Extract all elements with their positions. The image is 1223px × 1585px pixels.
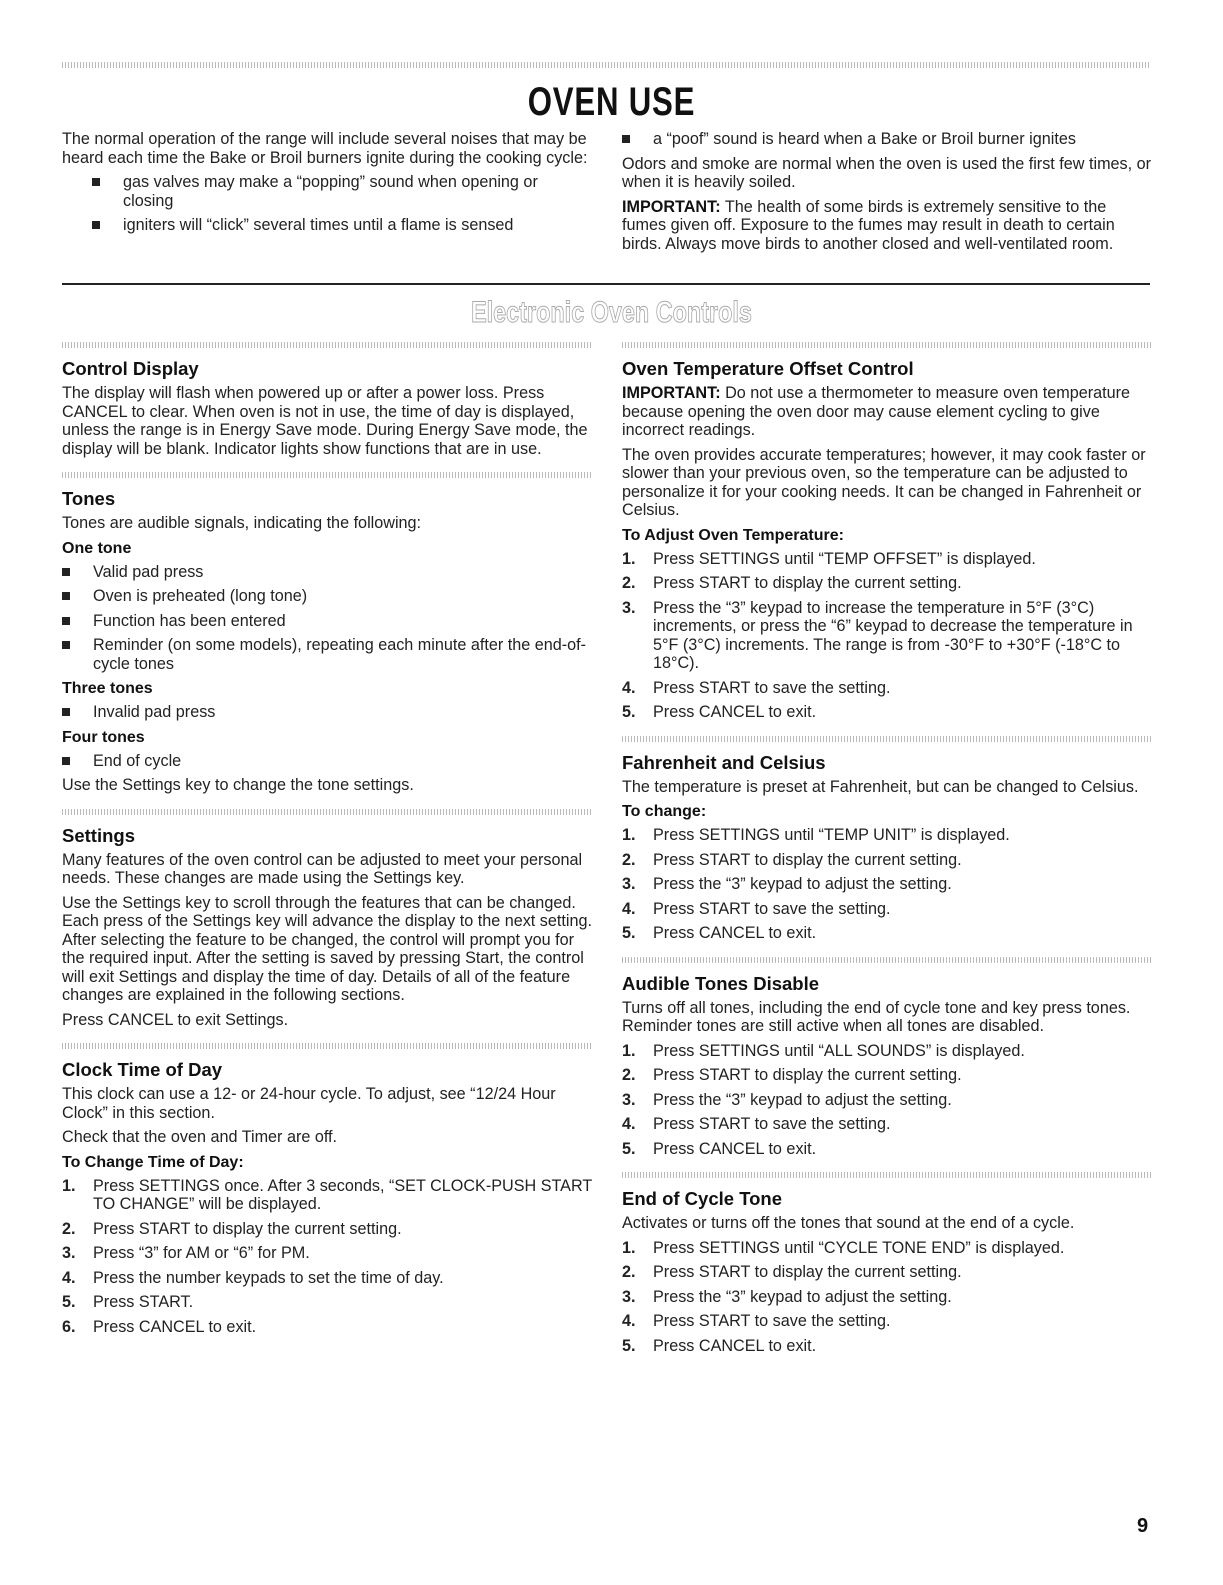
hatch-divider bbox=[62, 809, 592, 815]
noise-item: gas valves may make a “popping” sound when opening or closing bbox=[62, 173, 592, 210]
step-item: 2. Press START to display the current setting. bbox=[622, 574, 962, 592]
step-item: 4. Press START to save the setting. bbox=[622, 1312, 891, 1330]
list-item: Invalid pad press bbox=[62, 703, 592, 722]
noise-list-continued bbox=[622, 130, 1152, 149]
clock-subheading: To Change Time of Day: bbox=[62, 1153, 244, 1171]
page-title: OVEN USE bbox=[527, 80, 696, 124]
control-display-text: The display will flash when powered up or after a power loss. Press CANCEL to clear. When oven is not in use, the time of day is displayed, unless the range is in Energy Save mode. During Energy Save mode, the display will be blank. Indicator lights show functions that are in use. bbox=[62, 384, 588, 458]
step-item: 4. Press START to save the setting. bbox=[622, 678, 891, 697]
settings-p1: Many features of the oven control can be adjusted to meet your personal needs. These changes are made using the Settings key. bbox=[62, 850, 583, 887]
step-item: 3. Press “3” for AM or “6” for PM. bbox=[62, 1244, 310, 1262]
step-item: 4. Press the number keypads to set the time of day. bbox=[62, 1268, 444, 1287]
hatch-divider bbox=[62, 1043, 592, 1049]
audible-heading: Audible Tones Disable bbox=[622, 972, 820, 994]
step-item: 1. Press SETTINGS until “ALL SOUNDS” is displayed. bbox=[622, 1041, 1025, 1060]
tones-footer: Use the Settings key to change the tone settings. bbox=[62, 776, 414, 794]
three-tones-label: Three tones bbox=[62, 680, 153, 697]
offset-p2: The oven provides accurate temperatures; however, it may cook faster or slower than your previous oven, so the temperature can be adjusted to personalize it for your cooking needs. It can be changed in Fahrenheit or Celsius. bbox=[622, 445, 1146, 519]
fahrenheit-subheading: To change: bbox=[622, 803, 707, 820]
three-tones-list bbox=[62, 703, 592, 722]
clock-heading: Clock Time of Day bbox=[62, 1059, 223, 1080]
tones-heading: Tones bbox=[62, 488, 116, 509]
important-text: The health of some birds is extremely sensitive to the fumes given off. Exposure to the fumes may result in death to certain birds. Always move birds to another closed and well-ventilated room. bbox=[622, 197, 1115, 253]
step-item: 5. Press START. bbox=[62, 1293, 194, 1311]
offset-important: IMPORTANT: Do not use a thermometer to measure oven temperature because opening the oven door may cause element cycling to give incorrect readings. bbox=[622, 384, 1130, 439]
clock-steps bbox=[62, 1177, 592, 1337]
offset-heading: Oven Temperature Offset Control bbox=[622, 358, 914, 379]
step-item: 5. Press CANCEL to exit. bbox=[622, 703, 817, 721]
list-item: End of cycle bbox=[62, 752, 592, 771]
step-item: 2. Press START to display the current setting. bbox=[622, 1263, 962, 1281]
step-item: 3. Press the “3” keypad to adjust the setting. bbox=[622, 1287, 952, 1306]
noise-list bbox=[62, 173, 592, 235]
step-item: 5. Press CANCEL to exit. bbox=[622, 1336, 817, 1355]
important-label: IMPORTANT: bbox=[622, 197, 721, 216]
left-column bbox=[62, 342, 592, 1342]
fahrenheit-p1: The temperature is preset at Fahrenheit, but can be changed to Celsius. bbox=[622, 777, 1139, 796]
step-item: 1. Press SETTINGS until “TEMP OFFSET” is displayed. bbox=[622, 549, 1036, 568]
settings-p3: Press CANCEL to exit Settings. bbox=[62, 1010, 289, 1029]
hatch-divider bbox=[622, 957, 1152, 963]
one-tone-list bbox=[62, 563, 592, 674]
hatch-divider bbox=[622, 736, 1152, 742]
settings-heading: Settings bbox=[62, 824, 135, 846]
end-cycle-p1: Activates or turns off the tones that sound at the end of a cycle. bbox=[622, 1214, 1075, 1232]
step-item: 2. Press START to display the current setting. bbox=[622, 850, 962, 869]
list-item: Function has been entered bbox=[62, 612, 592, 631]
hatch-divider bbox=[622, 342, 1152, 348]
step-item: 2. Press START to display the current setting. bbox=[622, 1066, 962, 1084]
one-tone-label: One tone bbox=[62, 539, 132, 557]
top-hatch-rule bbox=[62, 62, 1150, 68]
step-item: 5. Press CANCEL to exit. bbox=[622, 924, 817, 942]
noise-item: igniters will “click” several times until a flame is sensed bbox=[62, 216, 592, 235]
step-item: 3. Press the “3” keypad to adjust the setting. bbox=[622, 875, 952, 893]
clock-p1: This clock can use a 12- or 24-hour cycle. To adjust, see “12/24 Hour Clock” in this section. bbox=[62, 1085, 556, 1122]
fahrenheit-steps bbox=[622, 826, 1152, 943]
important-note bbox=[622, 198, 1152, 254]
list-item: Reminder (on some models), repeating each minute after the end-of-cycle tones bbox=[62, 636, 592, 673]
noise-item: a “poof” sound is heard when a Bake or Broil burner ignites bbox=[622, 130, 1152, 149]
settings-p2: Use the Settings key to scroll through the features that can be changed. Each press of the Settings key will advance the display to the next setting. After selecting the feature to be changed, the control will prompt you for the required input. After the setting is saved by pressing Start, the control will exit Settings and display the time of day. Details of all of the feature changes are explained in the following sections. bbox=[62, 893, 592, 1004]
hatch-divider bbox=[62, 342, 592, 348]
step-item: 4. Press START to save the setting. bbox=[622, 899, 891, 918]
audible-steps bbox=[622, 1042, 1152, 1159]
fahrenheit-heading: Fahrenheit and Celsius bbox=[622, 751, 826, 773]
control-display-heading: Control Display bbox=[62, 358, 199, 379]
intro-paragraph: The normal operation of the range will include several noises that may be heard each time the Bake or Broil burners ignite during the cooking cycle: bbox=[62, 130, 588, 167]
right-column bbox=[622, 342, 1152, 1361]
tones-intro: Tones are audible signals, indicating the following: bbox=[62, 514, 422, 532]
hatch-divider bbox=[62, 472, 592, 478]
hatch-divider bbox=[622, 1172, 1152, 1178]
end-cycle-heading: End of Cycle Tone bbox=[622, 1188, 783, 1209]
end-cycle-steps bbox=[622, 1239, 1152, 1356]
intro-right-column bbox=[622, 130, 1152, 259]
step-item: 5. Press CANCEL to exit. bbox=[622, 1139, 817, 1158]
list-item: Valid pad press bbox=[62, 563, 592, 582]
audible-p1: Turns off all tones, including the end of cycle tone and key press tones. Reminder tones are still active when all tones are disabled. bbox=[622, 998, 1131, 1035]
four-tones-label: Four tones bbox=[62, 728, 145, 746]
step-item: 3. Press the “3” keypad to increase the temperature in 5°F (3°C) increments, or press the “6” keypad to decrease the temperature in 5°F (3°C) increments. The range is from -30°F to +30°F (-18°C to 18°C). bbox=[622, 598, 1133, 672]
offset-steps bbox=[622, 550, 1152, 722]
step-item: 3. Press the “3” keypad to adjust the setting. bbox=[622, 1090, 952, 1109]
step-item: 2. Press START to display the current setting. bbox=[62, 1219, 402, 1238]
page-number: 9 bbox=[1137, 1515, 1149, 1537]
step-item: 1. Press SETTINGS once. After 3 seconds, “SET CLOCK-PUSH START TO CHANGE” will be displayed. bbox=[62, 1176, 592, 1213]
step-item: 4. Press START to save the setting. bbox=[622, 1115, 891, 1133]
section-divider bbox=[62, 283, 1150, 285]
step-item: 1. Press SETTINGS until “CYCLE TONE END” is displayed. bbox=[622, 1238, 1065, 1257]
section-subtitle: Electronic Oven Controls bbox=[471, 296, 752, 329]
offset-subheading: To Adjust Oven Temperature: bbox=[622, 526, 844, 544]
step-item: 1. Press SETTINGS until “TEMP UNIT” is displayed. bbox=[622, 826, 1010, 844]
intro-left-column bbox=[62, 130, 592, 241]
list-item: Oven is preheated (long tone) bbox=[62, 587, 592, 606]
clock-p2: Check that the oven and Timer are off. bbox=[62, 1128, 338, 1146]
four-tones-list bbox=[62, 752, 592, 771]
step-item: 6. Press CANCEL to exit. bbox=[62, 1317, 257, 1336]
odors-paragraph: Odors and smoke are normal when the oven is used the first few times, or when it is heavily soiled. bbox=[622, 154, 1152, 191]
